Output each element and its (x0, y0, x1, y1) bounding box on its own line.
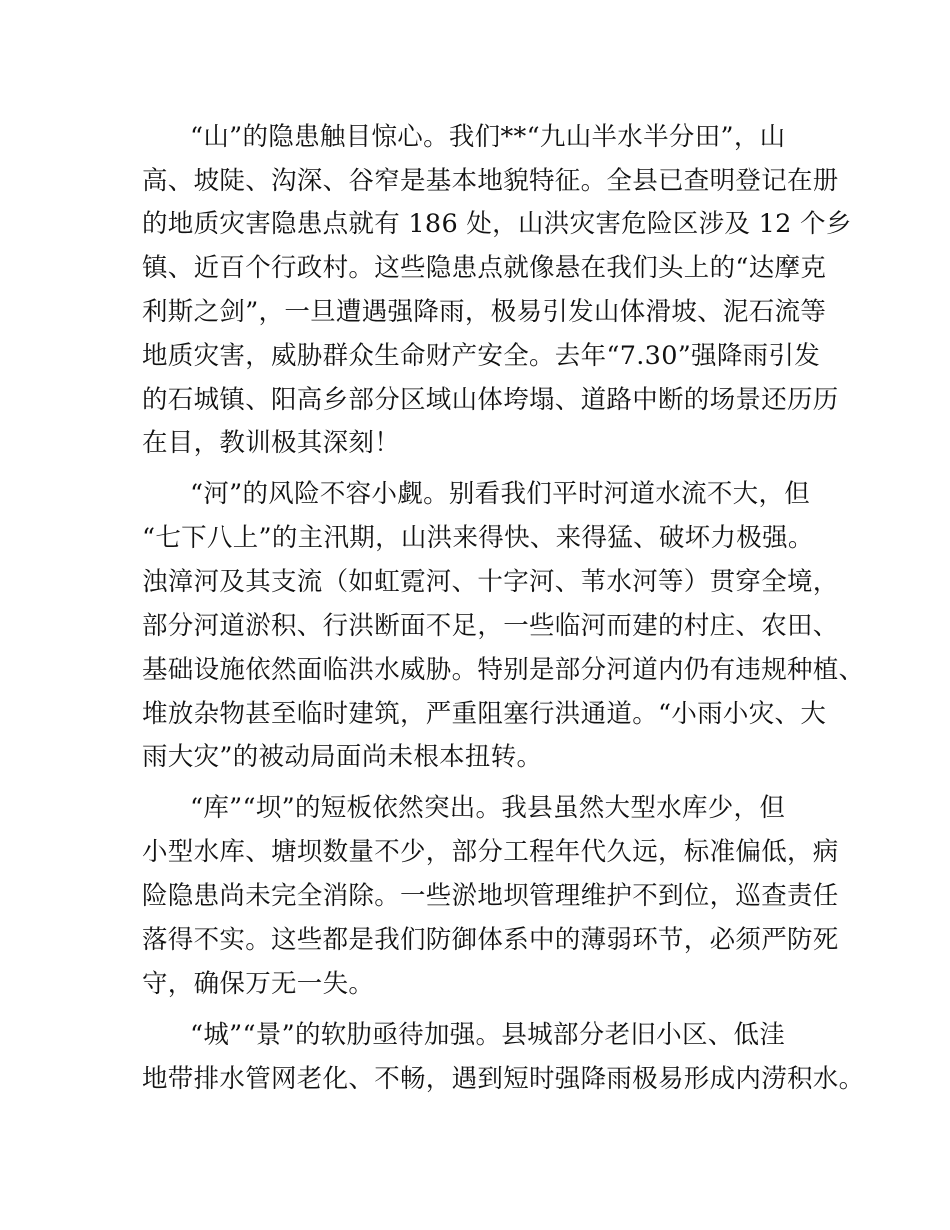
paragraph-3-line-5: 守，确保万无一失。 (142, 969, 375, 999)
paragraph-2-line-6: 堆放杂物甚至临时建筑，严重阻塞行洪通道。“小雨小灾、大 (142, 699, 827, 729)
paragraph-2-line-4: 部分河道淤积、行洪断面不足，一些临河而建的村庄、农田、 (142, 611, 839, 641)
paragraph-4-line-1: “城”“景”的软肋亟待加强。县城部分老旧小区、低洼 (190, 1020, 786, 1050)
paragraph-1-line-2: 高、坡陡、沟深、谷窄是基本地貌特征。全县已查明登记在册 (142, 166, 839, 196)
paragraph-1-line-3: 的地质灾害隐患点就有 186 处，山洪灾害危险区涉及 12 个乡 (142, 209, 852, 239)
paragraph-1-line-1: “山”的隐患触目惊心。我们**“九山半水半分田”，山 (190, 122, 786, 152)
paragraph-3-line-2: 小型水库、塘坝数量不少，部分工程年代久远，标准偏低，病 (142, 837, 839, 867)
paragraph-3-line-4: 落得不实。这些都是我们防御体系中的薄弱环节，必须严防死 (142, 925, 839, 955)
paragraph-4-line-2: 地带排水管网老化、不畅，遇到短时强降雨极易形成内涝积水。 (142, 1064, 865, 1094)
paragraph-1-line-7: 的石城镇、阳高乡部分区域山体垮塌、道路中断的场景还历历 (142, 385, 839, 415)
paragraph-1-line-8: 在目，教训极其深刻！ (142, 428, 401, 458)
paragraph-1-line-5: 利斯之剑”，一旦遭遇强降雨，极易引发山体滑坡、泥石流等 (142, 297, 827, 327)
paragraph-1-line-4: 镇、近百个行政村。这些隐患点就像悬在我们头上的“达摩克 (142, 253, 827, 283)
paragraph-2-line-5: 基础设施依然面临洪水威胁。特别是部分河道内仍有违规种植、 (142, 655, 865, 685)
paragraph-1-line-6: 地质灾害，威胁群众生命财产安全。去年“7.30”强降雨引发 (142, 341, 821, 371)
paragraph-2-line-1: “河”的风险不容小觑。别看我们平时河道水流不大，但 (190, 479, 811, 509)
paragraph-2-line-7: 雨大灾”的被动局面尚未根本扭转。 (142, 742, 543, 772)
paragraph-3-line-1: “库”“坝”的短板依然突出。我县虽然大型水库少，但 (190, 793, 786, 823)
paragraph-2-line-2: “七下八上”的主汛期，山洪来得快、来得猛、破坏力极强。 (142, 523, 814, 553)
paragraph-2-line-3: 浊漳河及其支流（如虹霓河、十字河、苇水河等）贯穿全境， (142, 567, 839, 597)
paragraph-3-line-3: 险隐患尚未完全消除。一些淤地坝管理维护不到位，巡查责任 (142, 881, 839, 911)
